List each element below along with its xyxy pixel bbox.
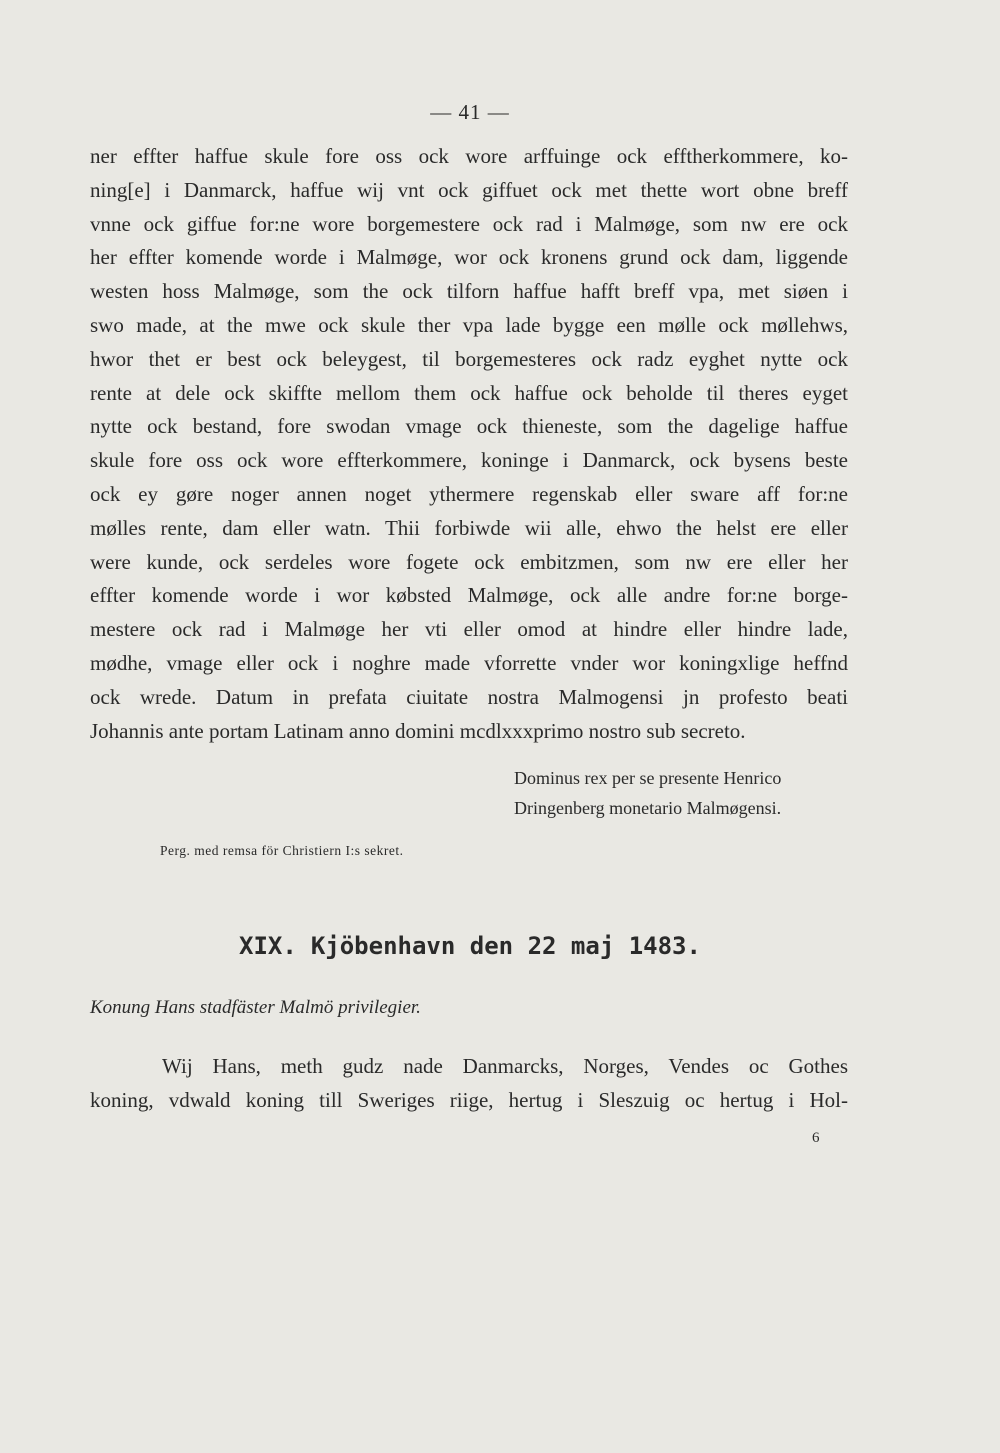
- text-line: her effter komende worde i Malmøge, wor ock kronens grund ock dam, liggende: [90, 245, 848, 270]
- section-number: XIX.: [239, 932, 297, 960]
- text-line: swo made, at the mwe ock skule ther vpa lade bygge een mølle ock møllehws,: [90, 312, 848, 337]
- text-line: ning[e] i Danmarck, haffue wij vnt ock giffuet ock met thette wort obne breff: [90, 177, 848, 202]
- text-line: vnne ock giffue for:ne wore borgemestere ock rad i Malmøge, som nw ere ock: [90, 211, 848, 236]
- text-line: koning, vdwald koning till Sweriges riige, hertug i Sleszuig oc hertug i Hol-: [90, 1087, 848, 1112]
- section-title: Kjöbenhavn den 22 maj 1483.: [310, 932, 701, 960]
- text-line: rente at dele ock skiffte mellom them ock haffue ock beholde til theres eyget: [90, 380, 848, 405]
- section-heading: [0, 932, 940, 960]
- text-line: mølles rente, dam eller watn. Thii forbiwde wii alle, ehwo the helst ere eller: [90, 515, 848, 540]
- signature-line: Dringenberg monetario Malmøgensi.: [514, 798, 782, 818]
- sheet-signature-mark: 6: [812, 1130, 820, 1146]
- signature-line: Dominus rex per se presente Henrico: [514, 768, 782, 788]
- signature-block: [514, 763, 854, 823]
- text-line: skule fore oss ock wore effterkommere, koninge i Danmarck, ock bysens beste: [90, 448, 848, 473]
- section-subtitle: Konung Hans stadfäster Malmö privilegier.: [90, 997, 421, 1018]
- text-line: ock wrede. Datum in prefata ciuitate nostra Malmogensi jn profesto beati: [90, 684, 848, 709]
- text-line: ner effter haffue skule fore oss ock wore arffuinge ock efftherkommere, ko-: [90, 144, 848, 168]
- text-line: mødhe, vmage eller ock i noghre made vforrette vnder wor koningxlige heffnd: [90, 650, 848, 675]
- main-paragraph: [90, 140, 848, 748]
- source-note: Perg. med remsa för Christiern I:s sekret.: [160, 843, 404, 858]
- text-line: were kunde, ock serdeles wore fogete ock embitzmen, som nw ere eller her: [90, 549, 848, 574]
- text-line: Johannis ante portam Latinam anno domini mcdlxxxprimo nostro sub secreto.: [90, 718, 746, 743]
- text-line: effter komende worde i wor købsted Malmøge, ock alle andre for:ne borge-: [90, 583, 848, 608]
- text-line: westen hoss Malmøge, som the ock tilforn haffue hafft breff vpa, met siøen i: [90, 279, 848, 304]
- page-number: — 41 —: [430, 100, 510, 124]
- text-line: Wij Hans, meth gudz nade Danmarcks, Norges, Vendes oc Gothes: [162, 1054, 848, 1078]
- text-line: hwor thet er best ock beleygest, til borgemesteres ock radz eyghet nytte ock: [90, 346, 848, 371]
- text-line: nytte ock bestand, fore swodan vmage ock thieneste, som the dagelige haffue: [90, 414, 848, 439]
- text-line: mestere ock rad i Malmøge her vti eller omod at hindre eller hindre lade,: [90, 617, 848, 642]
- text-line: ock ey gøre noger annen noget ythermere regenskab eller sware aff for:ne: [90, 481, 848, 506]
- second-paragraph: [90, 1050, 848, 1118]
